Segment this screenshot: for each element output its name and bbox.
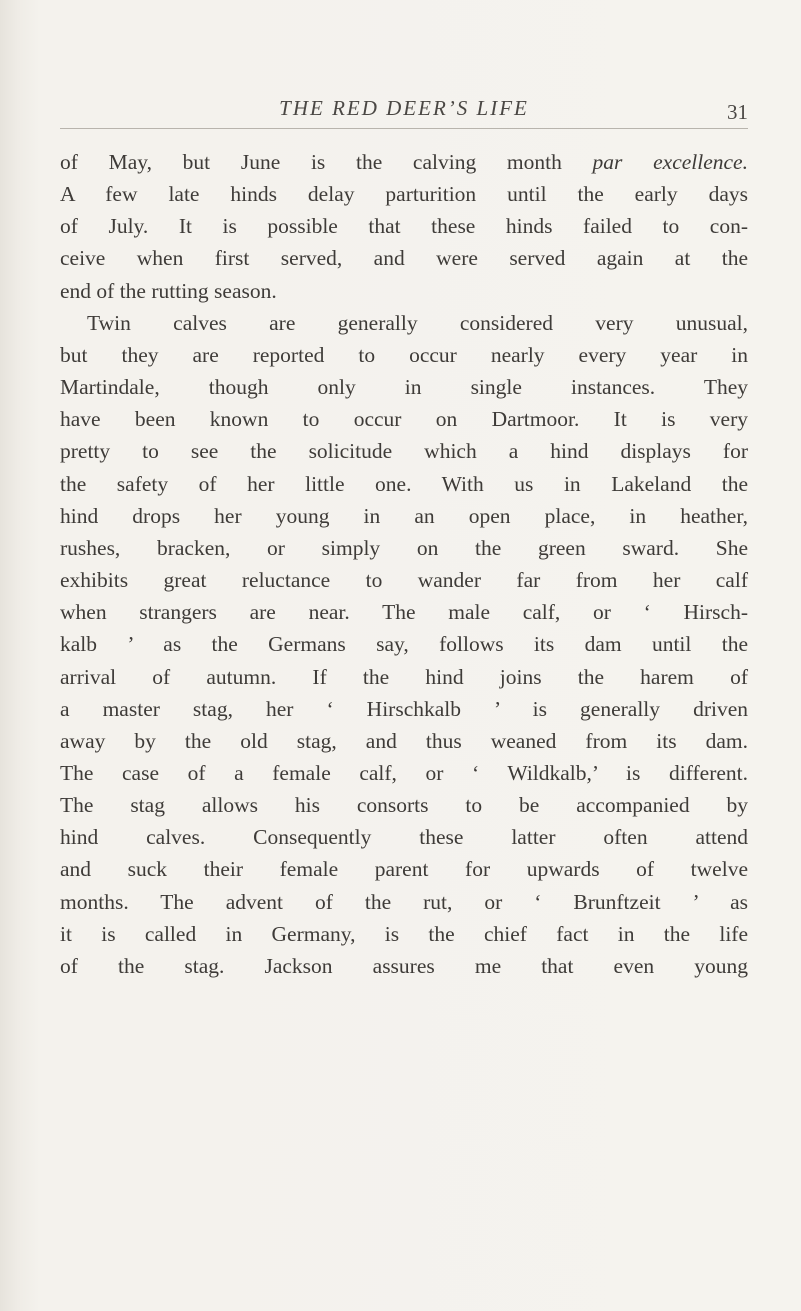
text-line: A few late hinds delay parturition until the early days [60, 182, 748, 207]
text-line: The stag allows his consorts to be accompanied by [60, 793, 748, 818]
text-line: of July. It is possible that these hinds failed to con- [60, 214, 748, 239]
text-line: kalb ’ as the Germans say, follows its dam until the [60, 632, 748, 657]
text-line: the safety of her little one. With us in Lakeland the [60, 471, 748, 496]
text-line: it is called in Germany, is the chief fact in the life [60, 921, 748, 946]
text-line: hind calves. Consequently these latter often attend [60, 825, 748, 850]
text-line: pretty to see the solicitude which a hind displays for [60, 439, 748, 464]
text-line: months. The advent of the rut, or ‘ Brunftzeit ’ as [60, 889, 748, 914]
text-line: a master stag, her ‘ Hirschkalb ’ is generally driven [60, 696, 748, 721]
italic-phrase: par excellence. [592, 150, 748, 174]
text-line: and suck their female parent for upwards of twelve [60, 857, 748, 882]
text-line: hind drops her young in an open place, in heather, [60, 503, 748, 528]
text-line: exhibits great reluctance to wander far from her calf [60, 568, 748, 593]
text-line-start: of May, but June is the calving month [60, 150, 593, 174]
running-title: THE RED DEER’S LIFE [279, 96, 529, 120]
text-line: end of the rutting season. [60, 278, 277, 303]
text-line: but they are reported to occur nearly every year in [60, 342, 748, 367]
text-line: ceive when first served, and were served again at the [60, 246, 748, 271]
text-line [60, 146, 748, 178]
text-line: away by the old stag, and thus weaned from its dam. [60, 728, 748, 753]
page-number: 31 [727, 100, 748, 124]
running-head [60, 96, 748, 126]
header-rule [60, 128, 748, 129]
text-line: Twin calves are generally considered very unusual, [87, 310, 748, 335]
text-line: rushes, bracken, or simply on the green sward. She [60, 535, 748, 560]
text-line: of the stag. Jackson assures me that even young [60, 953, 748, 978]
text-line: when strangers are near. The male calf, or ‘ Hirsch- [60, 600, 748, 625]
text-line: The case of a female calf, or ‘ Wildkalb,’ is different. [60, 760, 748, 785]
text-line: arrival of autumn. If the hind joins the harem of [60, 664, 748, 689]
text-line: have been known to occur on Dartmoor. It is very [60, 407, 748, 432]
body-text [60, 146, 748, 982]
text-line: Martindale, though only in single instances. They [60, 375, 748, 400]
